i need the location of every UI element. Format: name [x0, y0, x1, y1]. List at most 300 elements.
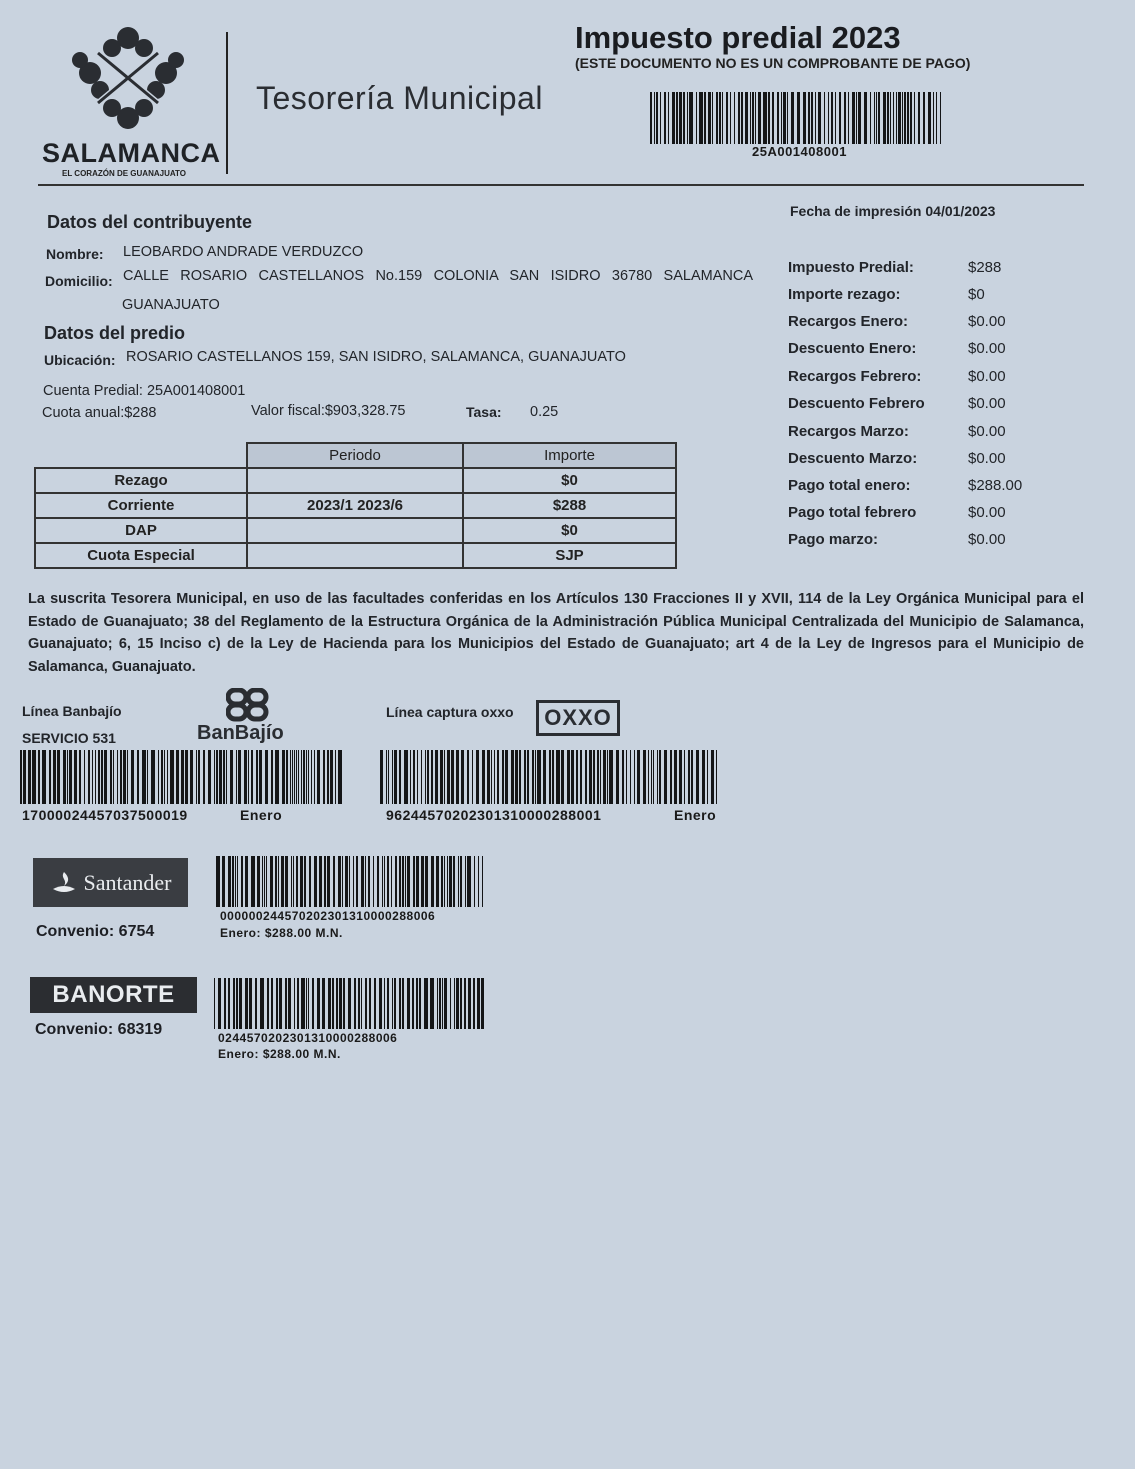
barcode-bar: [622, 750, 624, 804]
barcode-bar: [239, 978, 242, 1029]
barcode-bar: [745, 92, 748, 144]
barcode-bar: [38, 750, 40, 804]
summary-value: $288.00: [968, 477, 1023, 494]
barcode-bar: [291, 856, 292, 907]
barcode-bar: [453, 856, 455, 907]
barcode-bar: [505, 750, 508, 804]
barcode-bar: [460, 978, 462, 1029]
barcode-bar: [358, 978, 360, 1029]
barcode-bar: [123, 750, 126, 804]
summary-row: [788, 286, 1068, 308]
name-label: Nombre:: [46, 246, 104, 262]
barcode-bar: [634, 750, 635, 804]
barcode-bar: [365, 856, 366, 907]
barcode-bar: [600, 750, 601, 804]
barcode-bar: [933, 92, 934, 144]
barcode-bar: [465, 856, 466, 907]
barcode-bar: [904, 92, 906, 144]
barcode-bar: [567, 750, 570, 804]
barcode-bar: [435, 750, 438, 804]
barcode-bar: [497, 750, 499, 804]
barcode-bar: [259, 750, 262, 804]
barcode-bar: [450, 978, 451, 1029]
document-title: Impuesto predial 2023: [575, 20, 901, 55]
banbajio-barcode-bars: [20, 750, 342, 804]
barcode-bar: [311, 750, 312, 804]
banbajio-label: Línea Banbajío: [22, 703, 122, 719]
barcode-bar: [672, 92, 675, 144]
summary-label: Recargos Febrero:: [788, 368, 922, 385]
table-row: [35, 518, 676, 543]
table-header-period: Periodo: [247, 443, 463, 468]
summary-value: $0.00: [968, 504, 1006, 521]
barcode-bar: [249, 978, 252, 1029]
barcode-bar: [844, 92, 846, 144]
barcode-bar: [361, 856, 364, 907]
barcode-bar: [292, 750, 293, 804]
city-tagline: EL CORAZÓN DE GUANAJUATO: [62, 169, 187, 178]
barcode-bar: [216, 856, 220, 907]
barcode-bar: [230, 750, 233, 804]
barcode-bar: [890, 92, 891, 144]
barcode-bar: [940, 92, 941, 144]
barcode-bar: [878, 92, 880, 144]
barcode-bar: [224, 978, 226, 1029]
summary-label: Descuento Febrero: [788, 395, 925, 412]
barcode-bar: [914, 92, 915, 144]
barcode-bar: [683, 92, 685, 144]
barcode-bar: [421, 856, 424, 907]
barcode-bar: [447, 750, 450, 804]
barcode-bar: [255, 978, 257, 1029]
summary-value: $0.00: [968, 313, 1006, 330]
property-account: Cuenta Predial: 25A001408001: [43, 383, 246, 399]
barcode-bar: [198, 750, 200, 804]
barcode-bar: [317, 750, 320, 804]
barcode-bar: [687, 92, 688, 144]
summary-label: Recargos Enero:: [788, 313, 909, 330]
table-cell-concept: DAP: [35, 518, 247, 543]
banbajio-barcode-number: 17000024457037500019: [22, 807, 188, 823]
table-cell-period: [247, 468, 463, 493]
barcode-bar: [696, 750, 699, 804]
barcode-bar: [327, 856, 330, 907]
barcode-bar: [783, 92, 786, 144]
banorte-logo: [30, 977, 197, 1013]
barcode-bar: [416, 856, 419, 907]
barcode-bar: [856, 92, 857, 144]
barcode-bar: [440, 750, 443, 804]
oxxo-barcode: [380, 750, 720, 809]
barcode-bar: [142, 750, 146, 804]
barcode-bar: [431, 750, 433, 804]
location-label: Ubicación:: [44, 352, 116, 368]
header-barcode-number: 25A001408001: [752, 144, 847, 159]
barcode-bar: [896, 92, 897, 144]
barcode-bar: [670, 750, 672, 804]
barcode-bar: [223, 750, 225, 804]
barcode-bar: [772, 92, 774, 144]
summary-row: [788, 313, 1068, 335]
barcode-bar: [271, 978, 273, 1029]
barcode-bar: [67, 750, 68, 804]
barcode-bar: [335, 750, 336, 804]
summary-value: $288: [968, 259, 1002, 276]
barcode-bar: [147, 750, 148, 804]
barcode-bar: [758, 92, 761, 144]
barcode-bar: [95, 750, 96, 804]
barcode-bar: [791, 92, 794, 144]
barcode-bar: [20, 750, 22, 804]
barcode-bar: [716, 750, 717, 804]
barcode-bar: [515, 750, 518, 804]
barcode-bar: [441, 856, 443, 907]
oxxo-barcode-bars: [380, 750, 720, 804]
barcode-bar: [580, 750, 582, 804]
banbajio-barcode: [20, 750, 342, 809]
barcode-bar: [402, 856, 404, 907]
fiscal-value: Valor fiscal:$903,328.75: [251, 403, 406, 419]
barcode-bar: [245, 856, 248, 907]
barcode-bar: [664, 92, 666, 144]
barcode-bar: [835, 92, 836, 144]
summary-row: [788, 368, 1068, 390]
barcode-bar: [626, 750, 627, 804]
banorte-barcode-bars: [214, 978, 484, 1029]
table-cell-amount: $0: [463, 518, 676, 543]
barcode-bar: [803, 92, 806, 144]
barcode-bar: [656, 92, 658, 144]
summary-row: [788, 423, 1068, 445]
barcode-bar: [365, 978, 367, 1029]
barcode-bar: [399, 750, 401, 804]
barcode-bar: [384, 978, 385, 1029]
barcode-bar: [265, 750, 268, 804]
barcode-bar: [131, 750, 134, 804]
barcode-bar: [454, 978, 455, 1029]
banbajio-month: Enero: [240, 807, 283, 823]
barcode-bar: [487, 750, 490, 804]
barcode-bar: [893, 92, 894, 144]
barcode-bar: [660, 92, 661, 144]
barcode-bar: [424, 978, 428, 1029]
barcode-bar: [451, 750, 454, 804]
barcode-bar: [369, 978, 371, 1029]
barcode-bar: [356, 856, 358, 907]
barcode-bar: [407, 978, 410, 1029]
annual-fee: Cuota anual:$288: [42, 405, 157, 421]
table-cell-concept: Corriente: [35, 493, 247, 518]
barcode-bar: [478, 856, 479, 907]
barcode-bar: [301, 750, 302, 804]
barcode-bar: [226, 750, 227, 804]
header-barcode: [650, 92, 944, 149]
barcode-bar: [603, 750, 606, 804]
header-divider: [226, 32, 228, 174]
table-cell-concept: Cuota Especial: [35, 543, 247, 568]
barcode-bar: [32, 750, 36, 804]
barcode-bar: [787, 92, 788, 144]
barcode-bar: [399, 978, 401, 1029]
summary-row: [788, 477, 1068, 499]
santander-logo: [33, 858, 188, 907]
barcode-bar: [848, 92, 849, 144]
address-label: Domicilio:: [45, 273, 113, 289]
summary-row: [788, 395, 1068, 417]
barcode-bar: [235, 856, 236, 907]
barcode-bar: [444, 750, 445, 804]
barcode-bar: [474, 856, 475, 907]
barcode-bar: [338, 856, 341, 907]
barcode-bar: [616, 750, 619, 804]
barcode-bar: [392, 750, 393, 804]
barcode-bar: [345, 856, 348, 907]
summary-value: $0.00: [968, 395, 1006, 412]
barcode-bar: [852, 92, 855, 144]
address-line2: GUANAJUATO: [122, 297, 220, 313]
summary-label: Pago total enero:: [788, 477, 911, 494]
barcode-bar: [339, 978, 342, 1029]
rate-value: 0.25: [530, 404, 559, 420]
summary-row: [788, 450, 1068, 472]
barcode-bar: [730, 92, 731, 144]
barcode-bar: [74, 750, 77, 804]
barcode-bar: [387, 856, 389, 907]
summary-label: Pago marzo:: [788, 531, 879, 548]
barcode-bar: [412, 978, 414, 1029]
barcode-bar: [391, 856, 392, 907]
barcode-bar: [308, 750, 309, 804]
barcode-bar: [750, 92, 751, 144]
barcode-bar: [101, 750, 103, 804]
barcode-bar: [476, 750, 479, 804]
barcode-bar: [127, 750, 128, 804]
barcode-bar: [301, 978, 305, 1029]
barcode-bar: [323, 750, 325, 804]
barcode-bar: [643, 750, 646, 804]
barcode-bar: [248, 750, 249, 804]
barcode-bar: [477, 978, 480, 1029]
barcode-bar: [519, 750, 521, 804]
barcode-bar: [306, 750, 307, 804]
barcode-bar: [394, 978, 396, 1029]
barcode-bar: [688, 750, 690, 804]
barcode-bar: [328, 978, 331, 1029]
barcode-bar: [228, 856, 231, 907]
barcode-bar: [482, 750, 485, 804]
barcode-bar: [382, 856, 383, 907]
barcode-bar: [276, 978, 278, 1029]
barcode-bar: [699, 92, 703, 144]
santander-flame-icon: [50, 869, 78, 897]
barcode-bar: [491, 750, 492, 804]
tax-period-table: [34, 442, 677, 569]
barcode-bar: [342, 856, 343, 907]
barcode-bar: [684, 750, 685, 804]
table-header-blank: [35, 443, 247, 468]
barcode-bar: [436, 856, 439, 907]
barcode-bar: [864, 92, 867, 144]
barcode-bar: [374, 978, 376, 1029]
santander-barcode-bars: [216, 856, 486, 907]
barcode-bar: [377, 856, 379, 907]
document-subtitle: (ESTE DOCUMENTO NO ES UN COMPROBANTE DE PAGO): [575, 55, 971, 71]
barcode-bar: [256, 750, 258, 804]
barcode-bar: [691, 750, 693, 804]
barcode-bar: [907, 92, 909, 144]
barcode-bar: [589, 750, 592, 804]
barcode-bar: [923, 92, 925, 144]
barcode-bar: [659, 750, 661, 804]
barcode-bar: [137, 750, 139, 804]
barcode-bar: [413, 856, 415, 907]
summary-row: [788, 259, 1068, 281]
barcode-bar: [417, 750, 418, 804]
barcode-bar: [304, 856, 306, 907]
oxxo-label: Línea captura oxxo: [386, 704, 514, 720]
barcode-bar: [384, 856, 385, 907]
barcode-bar: [532, 750, 534, 804]
summary-value: $0: [968, 286, 985, 303]
barcode-bar: [241, 856, 243, 907]
table-cell-concept: Rezago: [35, 468, 247, 493]
barcode-bar: [467, 750, 469, 804]
barcode-bar: [361, 978, 362, 1029]
table-cell-period: [247, 543, 463, 568]
barcode-bar: [537, 750, 541, 804]
barcode-bar: [245, 978, 248, 1029]
barcode-bar: [296, 856, 298, 907]
barcode-bar: [69, 750, 72, 804]
barcode-bar: [456, 750, 459, 804]
summary-row: [788, 531, 1068, 553]
barcode-bar: [298, 750, 299, 804]
barcode-bar: [379, 978, 382, 1029]
barcode-bar: [330, 750, 333, 804]
barcode-bar: [597, 750, 599, 804]
barcode-bar: [716, 92, 718, 144]
table-cell-amount: $288: [463, 493, 676, 518]
barcode-bar: [407, 856, 410, 907]
barcode-bar: [404, 750, 408, 804]
barcode-bar: [110, 750, 112, 804]
barcode-bar: [170, 750, 174, 804]
barcode-bar: [343, 978, 345, 1029]
barcode-bar: [308, 978, 309, 1029]
table-header-amount: Importe: [463, 443, 676, 468]
banorte-logo-text: BANORTE: [52, 981, 175, 1008]
barcode-bar: [275, 856, 277, 907]
barcode-bar: [449, 856, 452, 907]
barcode-bar: [651, 750, 652, 804]
barcode-bar: [386, 750, 387, 804]
barcode-bar: [657, 750, 658, 804]
barcode-bar: [427, 750, 429, 804]
barcode-bar: [322, 978, 325, 1029]
barcode-bar: [294, 750, 295, 804]
barcode-bar: [297, 978, 299, 1029]
barcode-bar: [63, 750, 66, 804]
barcode-bar: [303, 750, 305, 804]
barcode-bar: [271, 750, 273, 804]
barcode-bar: [278, 856, 279, 907]
barcode-bar: [49, 750, 51, 804]
barcode-bar: [458, 856, 459, 907]
barcode-bar: [214, 978, 215, 1029]
barcode-bar: [332, 978, 334, 1029]
barcode-bar: [481, 978, 484, 1029]
barcode-bar: [88, 750, 90, 804]
banbajio-logo-icon: [226, 688, 270, 722]
barcode-bar: [84, 750, 85, 804]
rate-label: Tasa:: [466, 404, 502, 420]
barcode-bar: [524, 750, 526, 804]
barcode-bar: [702, 750, 705, 804]
barcode-bar: [236, 978, 238, 1029]
barcode-bar: [467, 856, 471, 907]
barcode-bar: [167, 750, 168, 804]
barcode-bar: [219, 750, 222, 804]
barcode-bar: [437, 978, 438, 1029]
barcode-bar: [190, 750, 193, 804]
barcode-bar: [279, 978, 282, 1029]
barcode-bar: [824, 92, 825, 144]
barcode-bar: [928, 92, 931, 144]
table-header-row: [35, 443, 676, 468]
barcode-bar: [324, 856, 326, 907]
oxxo-month: Enero: [674, 807, 717, 823]
barcode-bar: [808, 92, 810, 144]
banbajio-service: SERVICIO 531: [22, 730, 116, 746]
barcode-bar: [312, 978, 314, 1029]
banbajio-logo-text: BanBajío: [197, 722, 284, 744]
barcode-bar: [296, 750, 297, 804]
barcode-bar: [294, 978, 295, 1029]
barcode-bar: [752, 92, 754, 144]
table-row: [35, 493, 676, 518]
barcode-bar: [708, 92, 711, 144]
barcode-bar: [815, 92, 816, 144]
barcode-bar: [494, 750, 495, 804]
barcode-bar: [704, 92, 706, 144]
barcode-bar: [571, 750, 574, 804]
barcode-bar: [858, 92, 861, 144]
barcode-bar: [267, 978, 269, 1029]
barcode-bar: [910, 92, 912, 144]
barcode-bar: [549, 750, 551, 804]
oxxo-logo: [536, 700, 620, 736]
barcode-bar: [726, 92, 728, 144]
banorte-barcode: [214, 978, 484, 1034]
barcode-bar: [781, 92, 782, 144]
taxpayer-heading: Datos del contribuyente: [47, 212, 253, 232]
barcode-bar: [395, 856, 397, 907]
summary-row: [788, 504, 1068, 526]
barcode-bar: [898, 92, 901, 144]
barcode-bar: [561, 750, 564, 804]
barcode-bar: [630, 750, 631, 804]
barcode-bar: [818, 92, 821, 144]
barcode-bar: [410, 750, 411, 804]
barcode-bar: [461, 750, 464, 804]
barcode-bar: [468, 978, 471, 1029]
barcode-bar: [117, 750, 118, 804]
summary-label: Recargos Marzo:: [788, 423, 909, 440]
legal-paragraph: La suscrita Tesorera Municipal, en uso de las facultades conferidas en los Artículos 130 Fracciones II y XVII, 114 de la Ley Orgánica Municipal para el Estado de Guanajuato; 38 del Reglamento de la Estructura Orgánica de la Administración Pública Municipal Centralizada del Municipio de Salamanca, Guanajuato; 6, 15 Inciso c) de la Ley de Hacienda para los Municipios del Estado de Guanajuato; art 4 de la Ley de Ingresos para el Municipio de Salamanca, Guanajuato.: [28, 591, 1084, 675]
barcode-bar: [23, 750, 26, 804]
barcode-bar: [874, 92, 875, 144]
barcode-bar: [444, 978, 447, 1029]
